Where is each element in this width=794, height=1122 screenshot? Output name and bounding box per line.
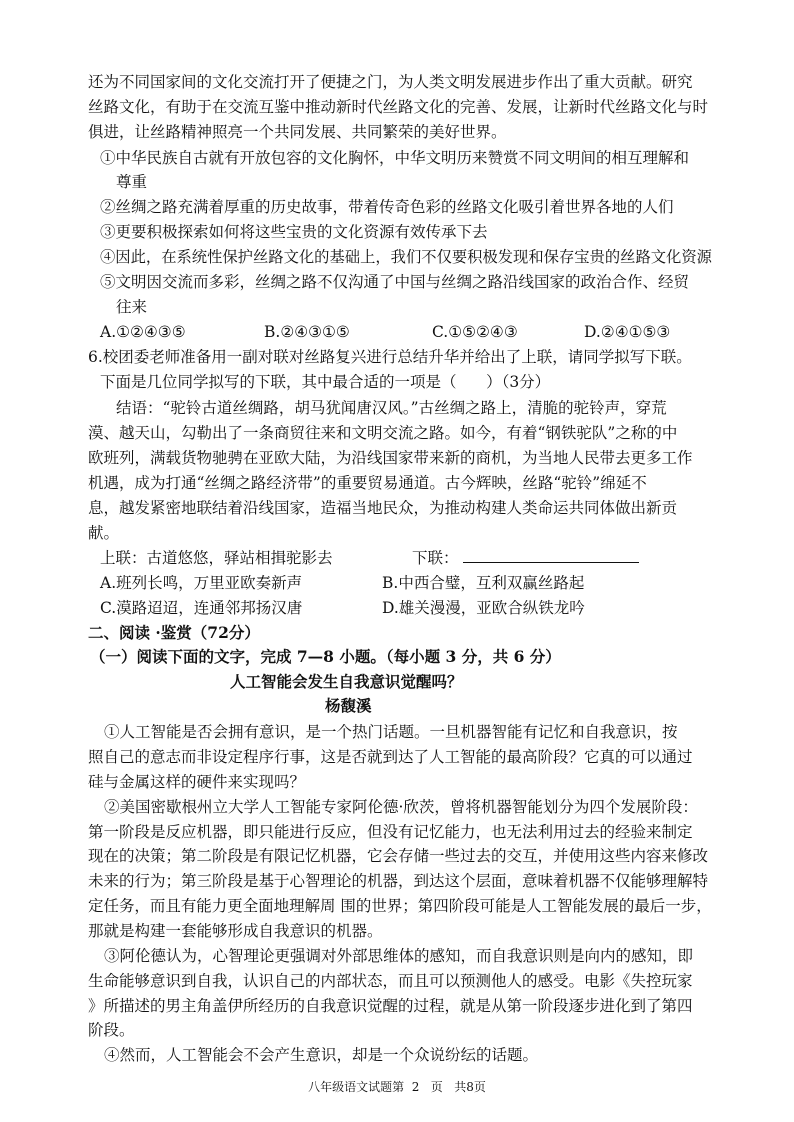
q6-passage-line-6: 献。 [88,524,120,542]
q5-option-c: C.①⑤②④③ [432,323,518,341]
article-para2-line5: 定任务，而且有能力更全面地理解周 围的世界；第四阶段可能是人工智能发展的最后一步， [88,897,712,915]
q6-passage-line-3: 欧班列，满载货物驰骋在亚欧大陆，为沿线国家带来新的商机，为当地人民带去更多工作 [88,449,693,467]
q5-option-a: A.①②④③⑤ [100,323,186,341]
article-para1-line2: 照自己的意志而非设定程序行事，这是否就到达了人工智能的最高阶段？它真的可以通过 [88,748,693,766]
article-title: 人工智能会发生自我意识觉醒吗？ [230,672,463,691]
article-para2-line4: 未来的行为；第三阶段是基于心智理论的机器，到达这个层面，意味着机器不仅能够理解特 [88,872,709,890]
article-para3-line3: 》所描述的男主角盖伊所经历的自我意识觉醒的过程，就是从第一阶段逐步进化到了第四 [88,997,693,1015]
q5-item-3: ③更要积极探索如何将这些宝贵的文化资源有效传承下去 [100,223,488,241]
q6-passage-line-1: 结语：“驼铃古道丝绸路，胡马犹闻唐汉风。”古丝绸之路上，清脆的驼铃声，穿荒 [116,399,667,417]
article-para4-line1: ④然而，人工智能会不会产生意识，却是一个众说纷纭的话题。 [104,1046,539,1064]
article-para2-line1: ②美国密歇根州立大学人工智能专家阿伦德·欣茨，曾将机器智能划分为四个发展阶段： [104,798,698,816]
intro-line-1: 还为不同国家间的文化交流打开了便捷之门，为人类文明发展进步作出了重大贡献。研究 [88,73,693,91]
article-para2-line2: 第一阶段是反应机器，即只能进行反应，但没有记忆能力，也无法利用过去的经验来制定 [88,823,693,841]
q6-passage-line-4: 机遇，成为打通“丝绸之路经济带”的重要贸易通道。古今辉映，丝路“驼铃”绵延不 [88,474,647,492]
q6-option-a: A.班列长鸣，万里亚欧奏新声 [100,574,303,592]
article-para2-line6: 那就是构建一套能够形成自我意识的机器。 [88,922,383,940]
q5-item-1-cont: 尊重 [116,173,148,191]
page-footer: 八年级语文试题第 2 页 共8页 [308,1080,486,1094]
article-para3-line1: ③阿伦德认为，心智理论更强调对外部思维体的感知，而自我意识则是向内的感知，即 [104,947,694,965]
intro-line-2: 丝路文化，有助于在交流互鉴中推动新时代丝路文化的完善、发展，让新时代丝路文化与时 [88,98,709,116]
article-author: 杨馥溪 [325,696,372,715]
q6-stem-1: 6.校团委老师准备用一副对联对丝路复兴进行总结升华并给出了上联，请同学拟写下联。 [88,348,692,366]
q6-passage-line-5: 息，越发紧密地联结着沿线国家，造福当地民众，为推动构建人类命运共同体做出新贡 [88,499,678,517]
q6-passage-line-2: 漠、越天山，勾勒出了一条商贸往来和文明交流之路。如今，有着“钢铁驼队”之称的中 [88,424,678,442]
intro-line-3: 俱进，让丝路精神照亮一个共同发展、共同繁荣的美好世界。 [88,123,507,141]
q6-answer-blank[interactable] [463,548,639,563]
article-para3-line2: 生命能够意识到自我，认识自己的内部状态，而且可以预测他人的感受。电影《失控玩家 [88,972,693,990]
q5-item-5: ⑤文明因交流而多彩，丝绸之路不仅沟通了中国与丝绸之路沿线国家的政治合作、经贸 [100,273,690,291]
q6-option-d: D.雄关漫漫，亚欧合纵铁龙吟 [382,599,585,617]
q5-item-2: ②丝绸之路充满着厚重的历史故事，带着传奇色彩的丝路文化吸引着世界各地的人们 [100,198,674,216]
q5-item-1: ①中华民族自古就有开放包容的文化胸怀，中华文明历来赞赏不同文明间的相互理解和 [100,149,690,167]
article-para2-line3: 现在的决策；第二阶段是有限记忆机器，它会存储一些过去的交互，并使用这些内容来修改 [88,847,709,865]
article-para1-line1: ①人工智能是否会拥有意识，是一个热门话题。一旦机器智能有记忆和自我意识，按 [104,723,678,741]
section-title: 二、阅读 ·鉴赏（72分） [88,623,260,642]
q6-option-c: C.漠路迢迢，连通邻邦扬汉唐 [100,599,303,617]
q6-upper-couplet: 上联：古道悠悠，驿站相揖驼影去 [100,549,333,567]
q6-option-b: B.中西合璧，互利双赢丝路起 [382,574,585,592]
article-para1-line3: 硅与金属这样的硬件来实现吗？ [88,773,306,791]
q5-option-b: B.②④③①⑤ [264,323,350,341]
q6-stem-2: 下面是几位同学拟写的下联，其中最合适的一项是（ ）（3分） [100,373,551,391]
q5-item-5-cont: 往来 [116,298,148,316]
subsection-title: （一）阅读下面的文字，完成 7—8 小题。（每小题 3 分，共 6 分） [90,647,561,666]
q6-lower-label: 下联： [412,549,459,567]
article-para3-line4: 阶段。 [88,1021,135,1039]
q5-option-d: D.②④①⑤③ [584,323,671,341]
q6-lower-couplet[interactable] [412,548,639,568]
q5-item-4: ④因此，在系统性保护丝路文化的基础上，我们不仅要积极发现和保存宝贵的丝路文化资源 [100,248,712,266]
